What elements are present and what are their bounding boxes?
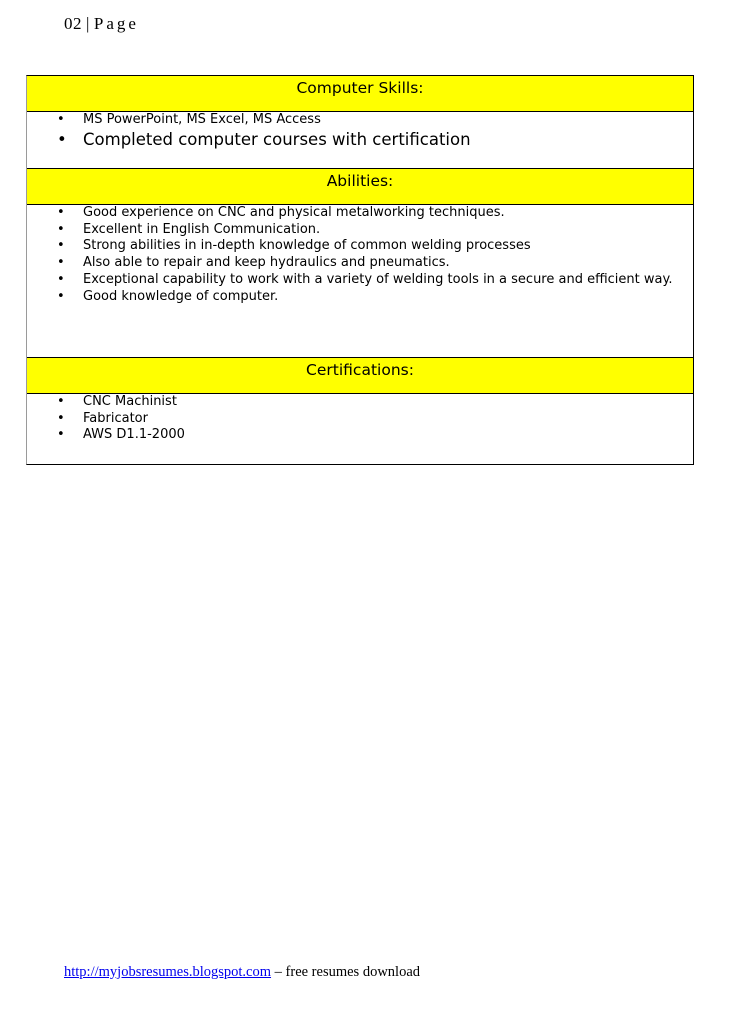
footer — [64, 964, 420, 981]
certifications-header — [27, 358, 693, 394]
abilities-list — [27, 205, 693, 305]
certifications-list — [27, 394, 693, 444]
abilities-header — [27, 169, 693, 205]
abilities-body — [27, 205, 693, 358]
page-label: Page — [93, 14, 139, 33]
list-item: • CNC Machinist — [27, 394, 693, 411]
list-item: • Fabricator — [27, 411, 693, 428]
list-item: • Good experience on CNC and physical metalworking techniques. — [27, 205, 693, 222]
list-item: • AWS D1.1-2000 — [27, 427, 693, 444]
list-item: • Also able to repair and keep hydraulics and pneumatics. — [27, 255, 693, 272]
page-number — [64, 14, 139, 34]
list-item: • Strong abilities in in-depth knowledge of common welding processes — [27, 238, 693, 255]
certifications-title: Certifications: — [306, 361, 414, 379]
computer-skills-title: Computer Skills: — [296, 79, 424, 97]
footer-suffix: – free resumes download — [274, 964, 421, 980]
list-item: • Completed computer courses with certification — [27, 129, 693, 150]
computer-skills-list — [27, 112, 693, 150]
list-item: • Exceptional capability to work with a variety of welding tools in a secure and efficient way. — [27, 272, 693, 289]
certifications-body — [27, 394, 693, 464]
resume-sections-table — [26, 75, 694, 465]
list-item: • Excellent in English Communication. — [27, 222, 693, 239]
list-item: • Good knowledge of computer. — [27, 289, 693, 306]
abilities-title: Abilities: — [326, 172, 394, 190]
page-number-value: 02 — [64, 14, 82, 33]
resume-site-link[interactable]: http://myjobsresumes.blogspot.com — [64, 964, 272, 980]
page-number-separator: | — [86, 14, 90, 33]
computer-skills-header — [27, 76, 693, 112]
list-item: • MS PowerPoint, MS Excel, MS Access — [27, 112, 693, 129]
computer-skills-body — [27, 112, 693, 169]
